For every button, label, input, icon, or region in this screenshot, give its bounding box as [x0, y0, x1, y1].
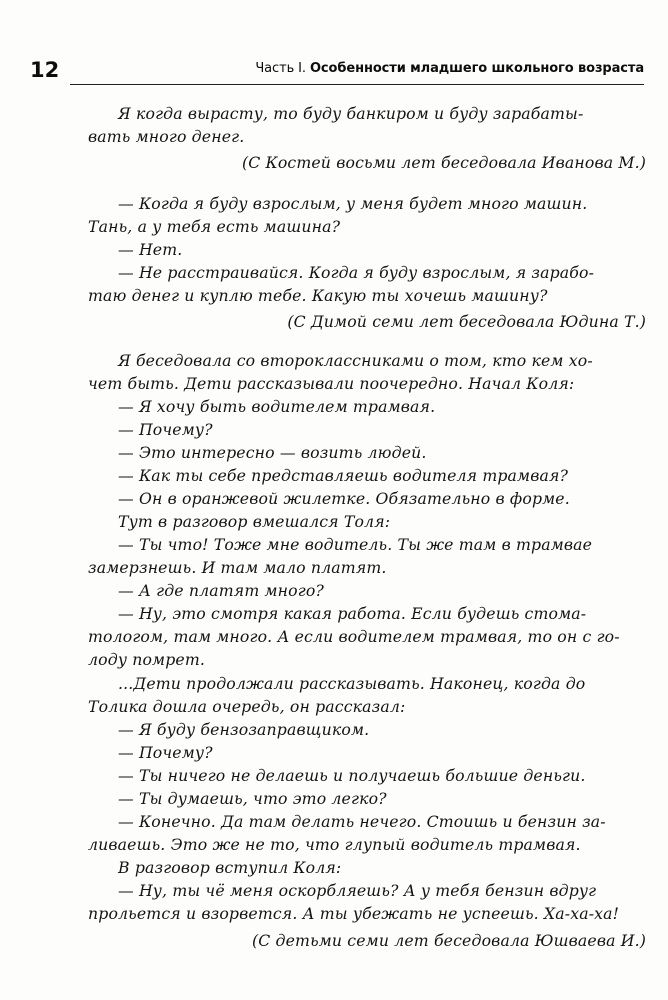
attribution: (С Костей восьми лет беседовала Иванова М.)	[241, 153, 646, 172]
text-line: — Когда я буду взрослым, у меня будет много машин.	[118, 194, 588, 213]
text-line: вать много денег.	[88, 127, 245, 146]
text-line: — А где платят много?	[118, 581, 324, 600]
text-line: — Это интересно — возить людей.	[118, 443, 427, 462]
text-line: Тут в разговор вмешался Толя:	[118, 512, 391, 531]
text-line: прольется и взорвется. А ты убежать не успеешь. Ха-ха-ха!	[88, 904, 620, 923]
text-line: — Он в оранжевой жилетке. Обязательно в форме.	[118, 489, 570, 508]
text-line: — Я хочу быть водителем трамвая.	[118, 397, 436, 416]
text-line: Я когда вырасту, то буду банкиром и буду зарабаты-	[118, 104, 584, 123]
text-line: — Почему?	[118, 743, 213, 762]
text-line: — Ну, ты чё меня оскорбляешь? А у тебя бензин вдруг	[118, 881, 597, 900]
part-label: Часть I.	[255, 61, 306, 76]
text-line: Толика дошла очередь, он рассказал:	[88, 697, 406, 716]
text-line: ...Дети продолжали рассказывать. Наконец, когда до	[118, 674, 586, 693]
text-line: Тань, а у тебя есть машина?	[88, 217, 341, 236]
text-line: — Не расстраивайся. Когда я буду взрослым, я зарабо-	[118, 263, 595, 282]
text-line: — Ты что! Тоже мне водитель. Ты же там в трамвае	[118, 535, 593, 554]
text-line: — Как ты себе представляешь водителя трамвая?	[118, 466, 569, 485]
text-line: — Нет.	[118, 240, 183, 259]
text-line: — Я буду бензозаправщиком.	[118, 720, 370, 739]
page-number: 12	[30, 58, 60, 82]
attribution: (С детьми семи лет беседовала Юшваева И.)	[251, 931, 646, 950]
text-line: таю денег и куплю тебе. Какую ты хочешь машину?	[88, 286, 548, 305]
text-line: — Ну, это смотря какая работа. Если будешь стома-	[118, 604, 587, 623]
text-line: замерзнешь. И там мало платят.	[88, 558, 387, 577]
text-line: — Ты думаешь, что это легко?	[118, 789, 387, 808]
attribution: (С Димой семи лет беседовала Юдина Т.)	[287, 312, 646, 331]
chapter-title: Особенности младшего школьного возраста	[309, 61, 644, 76]
text-line: лоду помрет.	[88, 650, 206, 669]
text-line: тологом, там много. А если водителем трамвая, то он с го-	[88, 627, 620, 646]
text-line: — Почему?	[118, 420, 213, 439]
text-line: Я беседовала со второклассниками о том, кто кем хо-	[118, 351, 593, 370]
text-line: чет быть. Дети рассказывали поочередно. Начал Коля:	[88, 374, 575, 393]
text-line: ливаешь. Это же не то, что глупый водитель трамвая.	[88, 835, 581, 854]
text-line: — Конечно. Да там делать нечего. Стоишь и бензин за-	[118, 812, 606, 831]
text-line: — Ты ничего не делаешь и получаешь большие деньги.	[118, 766, 586, 785]
text-line: В разговор вступил Коля:	[118, 858, 342, 877]
